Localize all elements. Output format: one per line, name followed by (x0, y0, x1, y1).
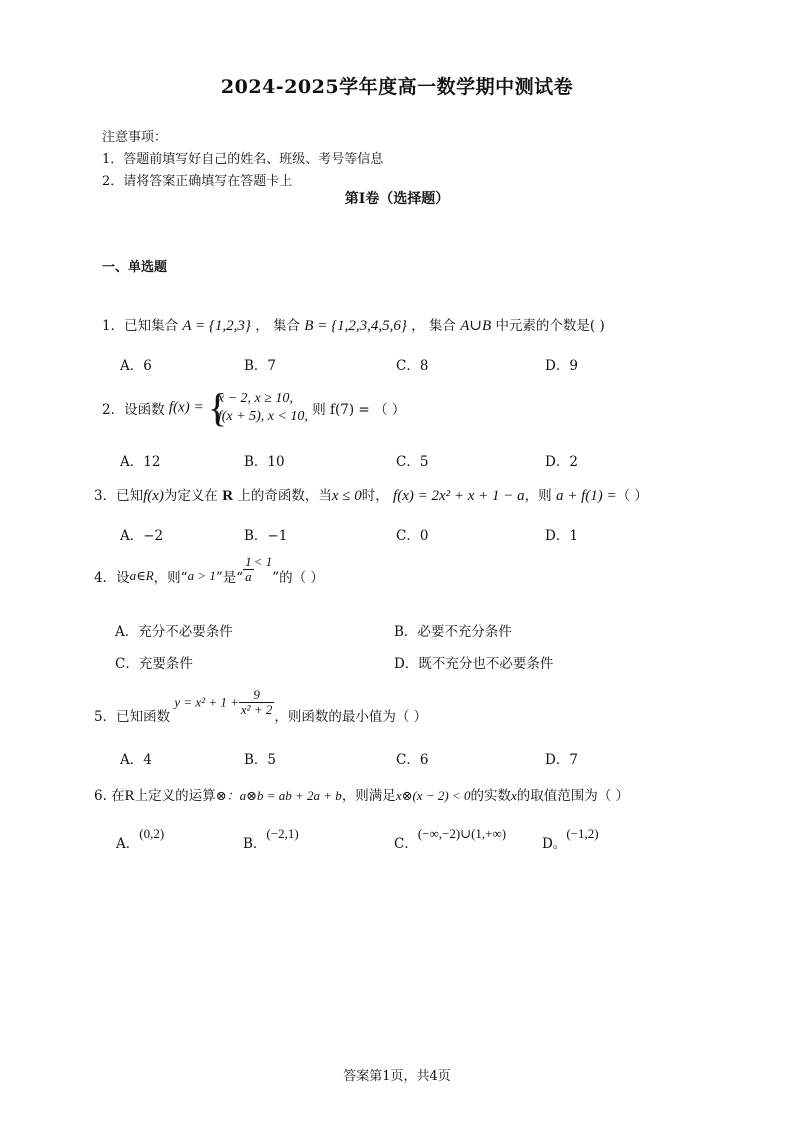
q1-set-b: B = {1,2,3,4,5,6} (304, 318, 407, 334)
q3-text-4: ，则 (524, 488, 552, 504)
page-footer: 答案第1页，共4页 (343, 1069, 451, 1084)
q3-real-set: R (222, 488, 234, 504)
question-2 (102, 385, 406, 430)
q5-option-c: C．6 (396, 752, 429, 768)
part-title: 第Ⅰ卷（选择题） (344, 191, 450, 207)
q5-expression: y = x² + 1 + (174, 694, 239, 710)
q3-option-a: A．−2 (120, 528, 164, 544)
q2-piecewise (207, 385, 308, 430)
q5-fraction-num: 9 (253, 687, 260, 702)
question-4 (94, 553, 324, 586)
q4-option-b: B．必要不充分条件 (394, 624, 512, 640)
q3-text-tail: （ ） (616, 488, 648, 504)
q1-text-mid2: ， 集合 (411, 318, 456, 334)
q4-number: 4．设 (94, 570, 130, 586)
q2-option-a: A．12 (120, 454, 161, 470)
q2-option-c: C．5 (396, 454, 429, 470)
q1-union: A∪B (460, 318, 492, 334)
q6-text-tail: 的取值范围为（ ） (516, 788, 630, 804)
q6-option-a (116, 822, 165, 852)
q2-number: 2．设函数 (102, 402, 165, 418)
q3-ask: a + f(1) = (555, 488, 617, 504)
q5-text-tail: ，则函数的最小值为（ ） (274, 708, 428, 725)
q4-option-c: C．充要条件 (115, 656, 193, 672)
q1-option-c: C．8 (396, 358, 429, 374)
q4-fraction-den: a (245, 568, 252, 584)
q6-option-a-letter: A． (116, 836, 140, 852)
q3-function: f(x) (143, 488, 164, 504)
notes-heading: 注意事项： (102, 130, 168, 145)
q6-option-a-value: (0,2) (139, 826, 165, 841)
q6-text-3: 的实数 (470, 788, 511, 804)
q3-text-2: 上的奇函数，当 (237, 488, 332, 504)
question-1 (102, 314, 605, 335)
q6-option-d-letter: D。 (542, 836, 567, 852)
q2-brace: { (207, 385, 228, 430)
q4-fraction (243, 555, 254, 584)
q5-fraction-den: x² + 2 (240, 702, 273, 717)
q5-option-b: B．5 (244, 752, 277, 768)
q6-inequality: x⊗(x − 2) < 0 (395, 788, 471, 803)
q2-text-tail: 则 f(7) = （ ） (312, 402, 406, 418)
q3-text-3: 时， (361, 488, 389, 504)
q2-function-name: f(x) = (168, 399, 204, 416)
q6-real-set: R (124, 788, 135, 804)
q2-case-1: x − 2, x ≥ 10, (217, 391, 293, 406)
q4-less-than: < 1 (253, 554, 273, 569)
q3-number: 3．已知 (94, 488, 144, 504)
question-5 (94, 687, 428, 725)
q3-option-b: B．−1 (244, 528, 288, 544)
q5-fraction (239, 688, 274, 717)
q4-a-in-r: a∈R (129, 568, 154, 583)
q5-option-a: A．4 (120, 752, 152, 768)
notes-item-2: 2．请将答案正确填写在答题卡上 (102, 174, 293, 189)
q5-number: 5．已知函数 (94, 708, 171, 725)
q3-option-c: C．0 (396, 528, 429, 544)
q1-option-d: D．9 (545, 358, 578, 374)
question-6 (94, 784, 629, 805)
q1-option-a: A．6 (120, 358, 152, 374)
q6-option-b (243, 822, 299, 852)
q6-option-b-value: (−2,1) (266, 826, 299, 841)
notes-item-1: 1．答题前填写好自己的姓名、班级、考号等信息 (102, 152, 384, 167)
q6-option-d (542, 822, 599, 852)
q3-expression: f(x) = 2x² + x + 1 − a (393, 488, 525, 504)
q5-option-d: D．7 (545, 752, 578, 768)
q2-option-d: D．2 (545, 454, 578, 470)
q2-case-2: f(x + 5), x < 10, (217, 409, 308, 424)
q6-option-c-letter: C． (394, 836, 418, 852)
q6-variable: x (510, 788, 517, 803)
q6-definition: ：a⊗b = ab + 2a + b (226, 788, 342, 803)
q6-option-b-letter: B． (243, 836, 267, 852)
q4-text-2: ”是“ (215, 570, 244, 586)
q1-text-mid1: ， 集合 (255, 318, 300, 334)
q3-option-d: D．1 (545, 528, 578, 544)
q4-text-tail: ”的（ ） (272, 570, 324, 586)
question-3 (94, 484, 648, 505)
q6-number: 6. 在 (94, 788, 125, 804)
q3-text-1: 为定义在 (163, 488, 218, 504)
q1-number: 1．已知集合 (102, 318, 179, 334)
q6-operator: ⊗ (215, 788, 227, 803)
section-title: 一、单选题 (102, 260, 168, 275)
q4-option-a: A．充分不必要条件 (115, 624, 233, 640)
q6-option-d-value: (−1,2) (566, 826, 599, 841)
exam-title: 2024-2025学年度高一数学期中测试卷 (220, 76, 574, 98)
q1-text-tail: 中元素的个数是( ) (495, 318, 605, 334)
q4-text-1: ，则“ (153, 570, 188, 586)
q4-condition: a > 1 (187, 568, 216, 583)
q6-text-1: 上定义的运算 (134, 788, 216, 804)
q2-option-b: B．10 (244, 454, 285, 470)
q1-option-b: B．7 (244, 358, 277, 374)
q4-option-d: D．既不充分也不必要条件 (394, 656, 554, 672)
q1-set-a: A = {1,2,3} (182, 318, 251, 334)
q6-text-2: ，则满足 (341, 788, 396, 804)
q3-condition: x ≤ 0 (331, 488, 362, 504)
q4-fraction-num: 1 (245, 553, 252, 569)
q6-option-c-value: (−∞,−2)∪(1,+∞) (417, 826, 507, 841)
q6-option-c (394, 822, 507, 852)
